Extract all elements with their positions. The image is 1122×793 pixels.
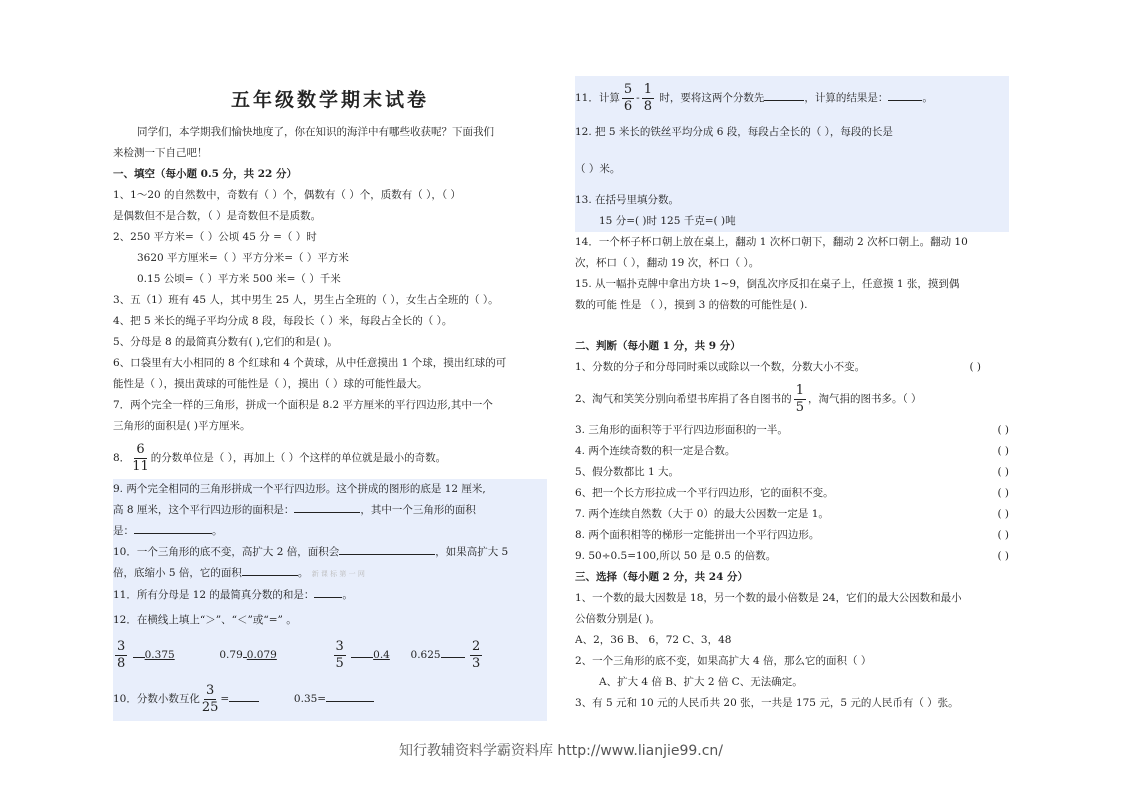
choice-1-options: A、2，36 B、 6，72 C、3，48: [575, 634, 732, 646]
answer-blank[interactable]: [764, 88, 804, 101]
judge-text: 3. 三角形的面积等于平行四边形面积的一半。: [575, 424, 788, 436]
right-question-15-line-1: 15. 从一幅扑克牌中拿出方块 1~9，倒乱次序反扣在桌子上，任意摸 1 张，摸到偶: [575, 278, 960, 290]
question-1-line-1: 1、1～20 的自然数中，奇数有（ ）个，偶数有（ ）个，质数有（ ），（ ）: [113, 189, 461, 201]
fraction-numerator: 5: [623, 81, 633, 97]
compare-value: 0.079: [246, 649, 277, 661]
right-question-13-line-1: 13. 在括号里填分数。: [575, 194, 680, 206]
fraction-numerator: 3: [117, 638, 126, 654]
fraction-1-5: [794, 383, 806, 416]
judge-text: 5、假分数都比 1 大。: [575, 466, 680, 478]
answer-paren[interactable]: ( ): [997, 508, 1009, 520]
question-8-text: 的分数单位是（ ），再加上（ ）个这样的单位就是最小的奇数。: [150, 452, 447, 464]
judge-text: 7. 两个连续自然数（大于 0）的最大公因数一定是 1。: [575, 508, 829, 520]
question-5: 5、分母是 8 的最简真分数有( ),它们的和是( )。: [113, 336, 338, 348]
answer-paren[interactable]: ( ): [997, 424, 1009, 436]
question-10-end: 。: [297, 567, 309, 579]
section-3-heading: 三、选择（每小题 2 分，共 24 分）: [575, 571, 749, 583]
judge-text: 1、分数的分子和分母同时乘以或除以一个数，分数大小不变。: [575, 361, 866, 373]
judge-text: 9. 50÷0.5=100,所以 50 是 0.5 的倍数。: [575, 550, 777, 562]
minus-sign: -: [636, 92, 640, 104]
judge-text: 2、淘气和笑笑分别向希望书库捐了各自图书的: [575, 393, 792, 405]
question-text-2: 时，要将这两个分数先: [659, 92, 765, 104]
answer-blank[interactable]: [242, 563, 298, 576]
answer-blank[interactable]: [294, 500, 360, 513]
answer-blank[interactable]: [441, 645, 465, 658]
judge-8: [575, 525, 1009, 546]
right-question-12-line-2: （ ）米。: [575, 163, 621, 175]
question-2-line-2: 3620 平方厘米=（ ）平方分米=（ ）平方米: [137, 252, 349, 264]
judge-text-2: ，淘气捐的图书多。（ ）: [807, 393, 922, 405]
question-11: [113, 585, 547, 606]
footer-watermark: 知行教辅资料学霸资料库 http://www.lianjie99.cn/: [398, 743, 724, 759]
question-13-text: 10．分数小数互化: [113, 693, 200, 705]
answer-paren[interactable]: ( ): [997, 445, 1009, 457]
choice-2-options: A、扩大 4 倍 B、扩大 2 倍 C、无法确定。: [599, 676, 803, 688]
right-question-11: [575, 76, 1009, 120]
fraction-numerator: 3: [206, 682, 215, 698]
answer-blank[interactable]: [229, 689, 259, 702]
judge-5: [575, 462, 1009, 483]
question-1-line-2: 是偶数但不是合数，（ ）是奇数但不是质数。: [113, 210, 322, 222]
fraction-1-8: [642, 82, 654, 115]
answer-blank[interactable]: [351, 645, 373, 658]
question-11-text: 11．所有分母是 12 的最简真分数的和是：: [113, 589, 315, 601]
right-question-14-line-1: 14．一个杯子杯口朝上放在桌上，翻动 1 次杯口朝下，翻动 2 次杯口朝上。翻动 10: [575, 236, 968, 248]
answer-blank[interactable]: [134, 521, 212, 534]
answer-blank[interactable]: [888, 88, 922, 101]
fraction-6-11: [132, 442, 149, 475]
right-question-13-line-2: 15 分=( )时 125 千克=( )吨: [599, 215, 736, 227]
fraction-numerator: 2: [471, 638, 481, 654]
judge-1: [575, 357, 1009, 378]
choice-1-line-2: 公倍数分别是( )。: [575, 613, 661, 625]
answer-blank[interactable]: [339, 542, 435, 555]
judge-text: 6、把一个长方形拉成一个平行四边形，它的面积不变。: [575, 487, 834, 499]
question-10-line-2: [113, 563, 547, 585]
fraction-numerator: 1: [795, 382, 804, 398]
question-7-line-2: 三角形的面积是( )平方厘米。: [113, 420, 251, 432]
judge-6: [575, 483, 1009, 504]
question-7-line-1: 7．两个完全一样的三角形，拼成一个面积是 8.2 平方厘米的平行四边形,其中一个: [113, 399, 493, 411]
right-question-14-line-2: 次，杯口（ ），翻动 19 次，杯口（ ）。: [575, 257, 760, 269]
answer-paren[interactable]: ( ): [997, 529, 1009, 541]
question-9-line-3: [113, 521, 547, 542]
question-4: 4、把 5 米长的绳子平均分成 8 段，每段长（ ）米，每段占全长的（ ）。: [113, 315, 453, 327]
fraction-3-25: [202, 683, 219, 716]
judge-2: [575, 378, 1009, 420]
question-12-items: [113, 633, 547, 677]
fraction-numerator: 3: [335, 638, 344, 654]
question-9-line-1: 9. 两个完全相同的三角形拼成一个平行四边形。这个拼成的图形的底是 12 厘米,: [113, 483, 486, 495]
choice-1-line-1: 1、一个数的最大因数是 18，另一个数的最小倍数是 24，它们的最大公因数和最小: [575, 592, 962, 604]
question-10-text: 10．一个三角形的底不变，高扩大 2 倍，面积会: [113, 546, 340, 558]
right-question-15-line-2: 数的可能 性是 （ ），摸到 3 的倍数的可能性是( ).: [575, 299, 808, 311]
question-9-line-2: [113, 500, 547, 521]
answer-paren[interactable]: ( ): [997, 487, 1009, 499]
question-8: [113, 437, 547, 479]
fraction-numerator: 6: [136, 441, 145, 457]
compare-value: 0.4: [373, 649, 390, 661]
judge-4: [575, 441, 1009, 462]
choice-2: 2、一个三角形的底不变，如果高扩大 4 倍，那么它的面积（ ）: [575, 655, 872, 667]
fraction-2-3: [470, 639, 482, 672]
fraction-denominator: 5: [795, 399, 804, 415]
judge-text: 8. 两个面积相等的梯形一定能拼出一个平行四边形。: [575, 529, 820, 541]
answer-paren[interactable]: ( ): [997, 550, 1009, 562]
page-title: 五年级数学期末试卷: [230, 89, 429, 111]
shaded-block-right: [575, 76, 1009, 232]
question-text-3: ，计算的结果是：: [804, 92, 889, 104]
fraction-3-8: [115, 639, 127, 672]
fraction-denominator: 25: [201, 699, 219, 715]
section-1-heading: 一、填空（每小题 0.5 分，共 22 分）: [113, 168, 298, 180]
fraction-denominator: 5: [335, 655, 344, 671]
question-8-prefix: 8．: [113, 452, 131, 464]
choice-3: 3、有 5 元和 10 元的人民币共 20 张，一共是 175 元，5 元的人民币有（ ）张。: [575, 697, 959, 709]
answer-blank[interactable]: [326, 689, 374, 702]
judge-3: [575, 420, 1009, 441]
fraction-3-5: [334, 639, 346, 672]
question-2-line-1: 2、250 平方米=（ ）公顷 45 分 =（ ）时: [113, 231, 317, 243]
question-13-text-2: 0.35=: [293, 693, 327, 705]
question-9-text-2: ，其中一个三角形的面积: [360, 504, 476, 516]
question-12-heading: 12．在横线上填上“＞”、“＜”或“=” 。: [113, 614, 297, 626]
compare-value: 0.625: [410, 649, 441, 661]
shaded-block-left: [113, 479, 547, 721]
question-end: 。: [922, 92, 933, 104]
answer-paren[interactable]: ( ): [969, 361, 981, 373]
fraction-denominator: 3: [471, 655, 481, 671]
compare-value: 0.375: [144, 649, 175, 661]
right-column: [575, 76, 1009, 714]
question-9-text-3: 是：: [113, 525, 134, 537]
question-13: [113, 677, 547, 721]
question-10-line-1: [113, 542, 547, 563]
judge-text: 4. 两个连续奇数的积一定是合数。: [575, 445, 736, 457]
fraction-denominator: 8: [117, 655, 126, 671]
fraction-denominator: 6: [623, 98, 633, 114]
question-10-text-3: 倍，底缩小 5 倍，它的面积: [113, 567, 242, 579]
left-column: [113, 80, 547, 721]
fraction-denominator: 11: [132, 458, 149, 474]
question-2-line-3: 0.15 公顷=（ ）平方米 500 米=（ ）千米: [137, 273, 341, 285]
question-6-line-1: 6、口袋里有大小相同的 8 个红球和 4 个黄球，从中任意摸出 1 个球，摸出红球的可: [113, 357, 507, 369]
compare-value: 0.79: [219, 649, 243, 661]
intro-line-2: 来检测一下自己吧！: [113, 147, 208, 159]
right-question-12-line-1: 12. 把 5 米长的铁丝平均分成 6 段，每段占全长的（ ），每段的长是: [575, 126, 893, 138]
intro-line-1: 同学们，本学期我们愉快地度了，你在知识的海洋中有哪些收获呢？下面我们: [137, 126, 494, 138]
judge-9: [575, 546, 1009, 567]
answer-paren[interactable]: ( ): [997, 466, 1009, 478]
fraction-5-6: [622, 82, 634, 115]
answer-blank[interactable]: [314, 585, 342, 598]
fraction-numerator: 1: [643, 81, 652, 97]
question-11-end: 。: [342, 589, 353, 601]
question-3: 3、五（1）班有 45 人，其中男生 25 人，男生占全班的（ ），女生占全班的（ ）。: [113, 294, 499, 306]
judge-7: [575, 504, 1009, 525]
question-text: 11．计算: [575, 92, 620, 104]
section-2-heading: 二、判断（每小题 1 分，共 9 分）: [575, 340, 741, 352]
question-10-text-2: ，如果高扩大 5: [435, 546, 509, 558]
answer-blank[interactable]: [133, 645, 145, 658]
equals-sign: =: [220, 693, 230, 705]
question-9-end: 。: [212, 525, 223, 537]
question-9-text: 高 8 厘米，这个平行四边形的面积是：: [113, 504, 295, 516]
fraction-denominator: 8: [643, 98, 652, 114]
watermark-text: 新 课 标 第 一 网: [311, 570, 365, 578]
question-6-line-2: 能性是（ ），摸出黄球的可能性是（ ），摸出（ ）球的可能性最大。: [113, 378, 428, 390]
